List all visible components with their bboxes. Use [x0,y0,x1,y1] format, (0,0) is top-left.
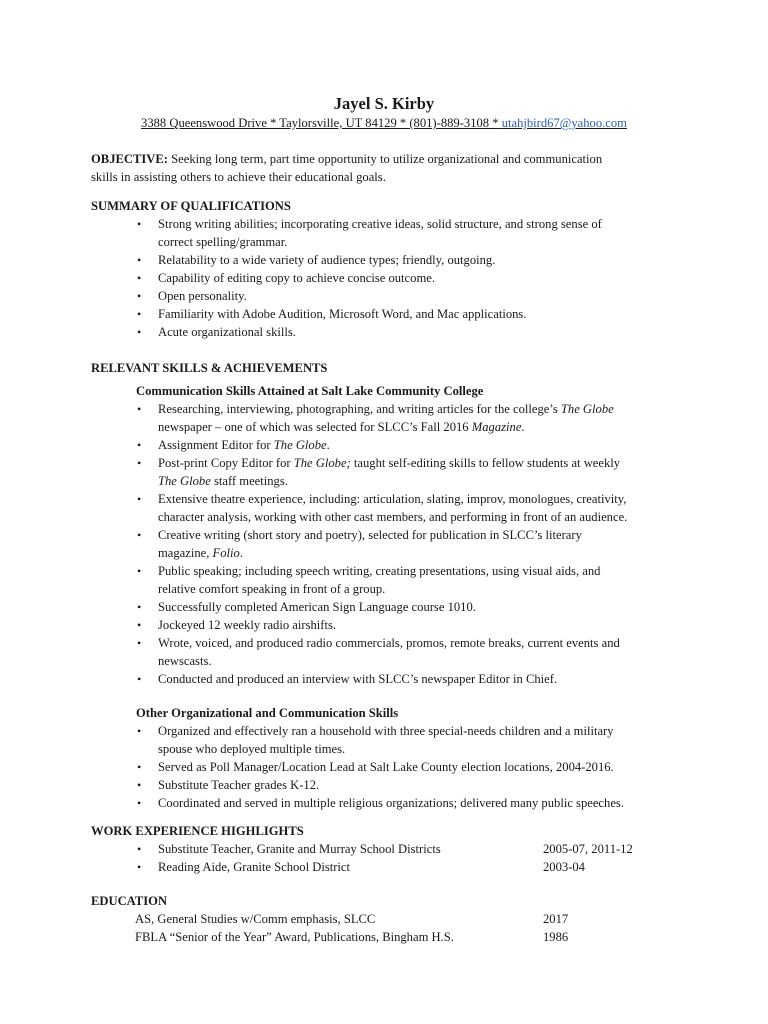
comm-skills-subheading: Communication Skills Attained at Salt Lake Community College [136,384,484,398]
summary-heading: SUMMARY OF QUALIFICATIONS [91,199,291,213]
date-label: 2017 [543,912,569,926]
list-item: • Extensive theatre experience, including: articulation, slating, improv, monologues, creativity, character analysis, working with other cast members, and performing in front of an audience. [91,490,691,526]
list-item: • Researching, interviewing, photographing, and writing articles for the college’s The Globe newspaper – one of which was selected for SLCC’s Fall 2016 Magazine. [91,400,691,436]
summary-list [91,215,691,341]
other-skills-subheading: Other Organizational and Communication Skills [136,706,399,720]
comm-skills-list [91,400,691,688]
other-skills-list [91,722,691,812]
list-item: • Public speaking; including speech writing, creating presentations, using visual aids, and relative comfort speaking in front of a group. [91,562,691,598]
objective-text-1: Seeking long term, part time opportunity to utilize organizational and communication [167,152,603,166]
resume-name: Jayel S. Kirby [333,94,435,113]
objective-label: OBJECTIVE: [91,152,168,166]
list-item: • Creative writing (short story and poetry), selected for publication in SLCC’s literary magazine, Folio. [91,526,691,562]
list-item: • Assignment Editor for The Globe. [91,436,691,454]
work-heading: WORK EXPERIENCE HIGHLIGHTS [91,824,304,838]
email-link[interactable]: utahjbird67@yahoo.com [501,116,627,130]
work-list [91,840,691,876]
list-item: • Capability of editing copy to achieve concise outcome. [91,269,691,287]
list-item: • Strong writing abilities; incorporating creative ideas, solid structure, and strong sense of correct spelling/grammar. [91,215,691,251]
skills-heading: RELEVANT SKILLS & ACHIEVEMENTS [91,361,328,375]
objective-section [91,150,691,186]
list-item: • Wrote, voiced, and produced radio commercials, promos, remote breaks, current events and newscasts. [91,634,691,670]
skills-section [91,359,691,812]
list-item: • Served as Poll Manager/Location Lead at Salt Lake County election locations, 2004-2016. [91,758,691,776]
list-item: • Successfully completed American Sign Language course 1010. [91,598,691,616]
list-item: • Acute organizational skills. [91,323,691,341]
list-item: • Substitute Teacher, Granite and Murray School Districts 2005-07, 2011-12 [91,840,691,858]
list-item: • Familiarity with Adobe Audition, Microsoft Word, and Mac applications. [91,305,691,323]
date-label: 2005-07, 2011-12 [543,842,633,856]
education-row: FBLA “Senior of the Year” Award, Publications, Bingham H.S. 1986 [135,930,569,944]
list-item: • Open personality. [91,287,691,305]
date-label: 2003-04 [543,860,585,874]
list-item: • Post-print Copy Editor for The Globe; taught self-editing skills to fellow students at weekly The Globe staff meetings. [91,454,691,490]
list-item: • Substitute Teacher grades K-12. [91,776,691,794]
list-item: • Jockeyed 12 weekly radio airshifts. [91,616,691,634]
education-row: AS, General Studies w/Comm emphasis, SLCC 2017 [135,912,569,926]
objective-text-2: skills in assisting others to achieve their educational goals. [91,170,386,184]
education-heading: EDUCATION [91,894,168,908]
list-item: • Reading Aide, Granite School District 2003-04 [91,858,691,876]
list-item: • Organized and effectively ran a household with three special-needs children and a military spouse who deployed multiple times. [91,722,691,758]
summary-section [91,197,691,341]
contact-line [0,114,768,132]
education-section [91,892,691,946]
list-item: • Conducted and produced an interview with SLCC’s newspaper Editor in Chief. [91,670,691,688]
work-section [91,822,691,876]
list-item: • Relatability to a wide variety of audience types; friendly, outgoing. [91,251,691,269]
list-item: • Coordinated and served in multiple religious organizations; delivered many public speeches. [91,794,691,812]
date-label: 1986 [543,930,569,944]
contact-details: 3388 Queenswood Drive * Taylorsville, UT 84129 * (801)-889-3108 * [141,116,502,130]
